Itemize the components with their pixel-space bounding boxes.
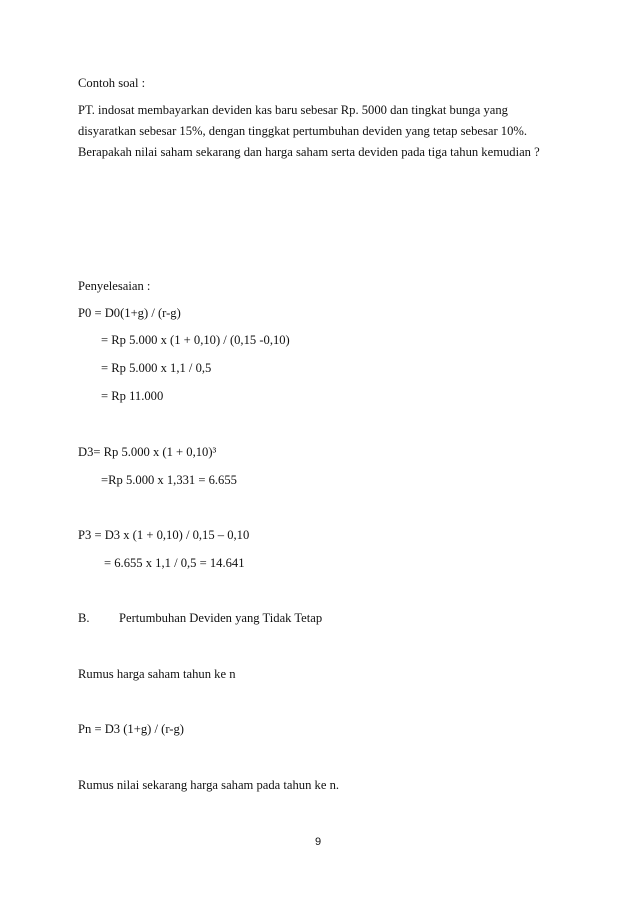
p3-step-1: = 6.655 x 1,1 / 0,5 = 14.641 (104, 556, 245, 570)
page-number: 9 (315, 836, 322, 848)
problem-line-1: PT. indosat membayarkan deviden kas baru sebesar Rp. 5000 dan tingkat bunga yang (78, 103, 508, 117)
heading: Contoh soal : (78, 76, 146, 90)
p0-step-2: = Rp 5.000 x 1,1 / 0,5 (101, 361, 212, 375)
d3-formula: D3= Rp 5.000 x (1 + 0,10)³ (78, 445, 217, 459)
p0-formula: P0 = D0(1+g) / (r-g) (78, 306, 181, 320)
rumus-nilai-sekarang: Rumus nilai sekarang harga saham pada tahun ke n. (78, 778, 340, 792)
rumus-harga-saham: Rumus harga saham tahun ke n (78, 667, 236, 681)
p3-formula: P3 = D3 x (1 + 0,10) / 0,15 – 0,10 (78, 528, 250, 542)
section-b-label: B. (78, 611, 90, 625)
p0-step-1: = Rp 5.000 x (1 + 0,10) / (0,15 -0,10) (101, 333, 290, 347)
problem-line-3: Berapakah nilai saham sekarang dan harga saham serta deviden pada tiga tahun kemudian ? (78, 145, 540, 159)
solution-label: Penyelesaian : (78, 279, 151, 293)
d3-step-1: =Rp 5.000 x 1,331 = 6.655 (101, 473, 237, 487)
section-b-title: Pertumbuhan Deviden yang Tidak Tetap (119, 611, 323, 625)
pn-formula: Pn = D3 (1+g) / (r-g) (78, 722, 184, 736)
problem-line-2: disyaratkan sebesar 15%, dengan tinggkat pertumbuhan deviden yang tetap sebesar 10%. (78, 124, 528, 138)
p0-step-3: = Rp 11.000 (101, 389, 164, 403)
